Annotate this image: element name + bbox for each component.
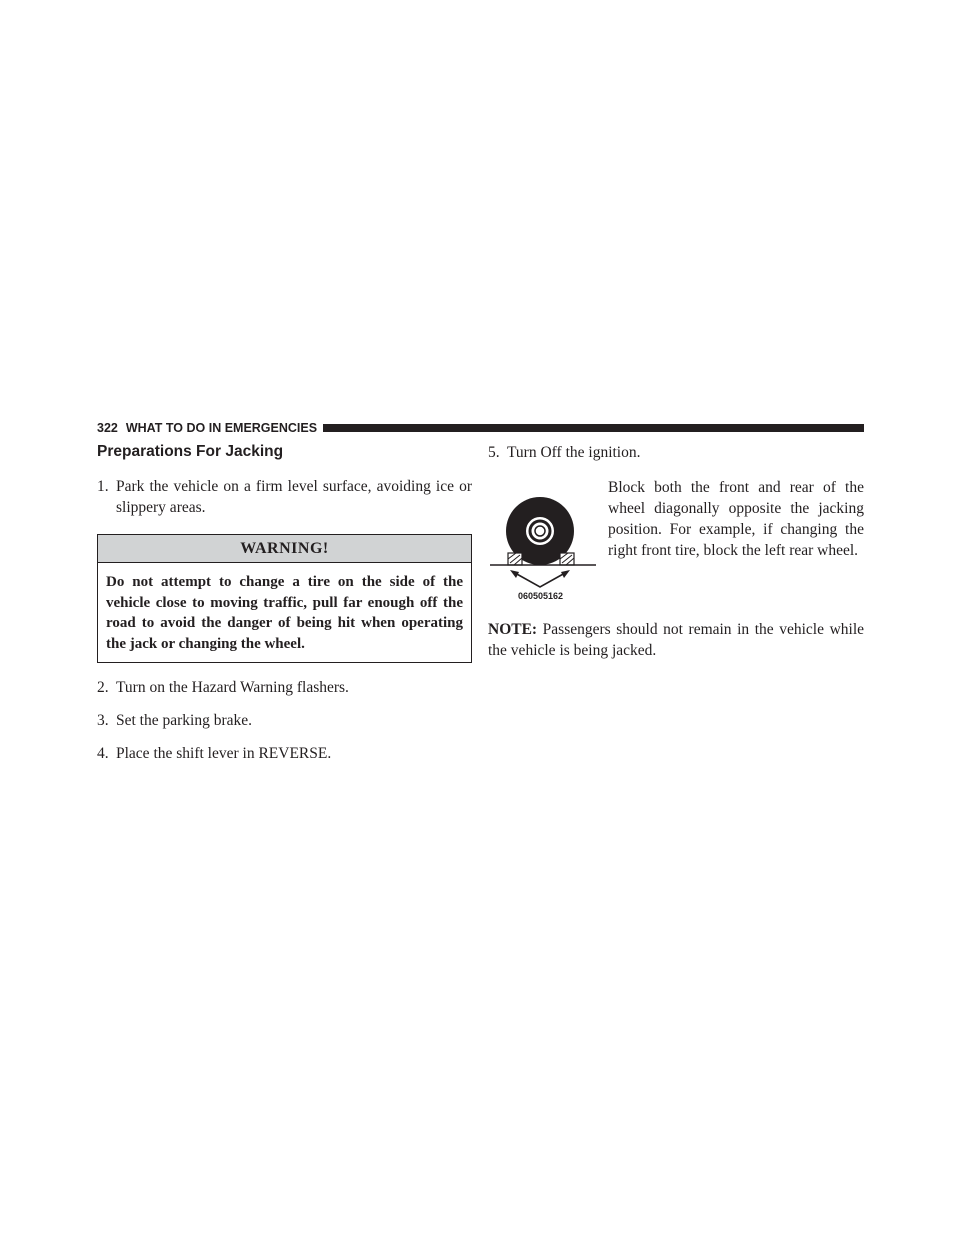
note-label: NOTE: bbox=[488, 621, 538, 638]
section-heading: Preparations For Jacking bbox=[97, 443, 284, 460]
step-text: Park the vehicle on a firm level surface, avoiding ice or slippery areas. bbox=[116, 478, 472, 516]
wheel-block-illustration bbox=[488, 493, 600, 603]
block-wheel-instruction: Block both the front and rear of the wheel diagonally opposite the jacking position. For example, if changing the right front tire, block the left rear wheel. bbox=[608, 479, 864, 559]
warning-title: WARNING! bbox=[98, 535, 471, 563]
step-5 bbox=[488, 442, 864, 463]
step-text: Turn on the Hazard Warning flashers. bbox=[116, 679, 349, 696]
wheel-block-figure-row bbox=[488, 477, 864, 603]
step-number: 5. bbox=[488, 444, 500, 461]
step-1 bbox=[97, 476, 472, 518]
step-text: Place the shift lever in REVERSE. bbox=[116, 745, 332, 762]
step-4 bbox=[97, 743, 472, 764]
note-text: Passengers should not remain in the vehicle while the vehicle is being jacked. bbox=[488, 621, 864, 659]
step-text: Turn Off the ignition. bbox=[507, 444, 641, 461]
figure-code: 060505162 bbox=[518, 591, 564, 601]
wheel-chock-icon bbox=[488, 493, 600, 603]
warning-box bbox=[97, 534, 472, 663]
step-number: 2. bbox=[97, 679, 109, 696]
header-rule bbox=[323, 424, 864, 432]
step-2 bbox=[97, 677, 472, 698]
step-number: 4. bbox=[97, 745, 109, 762]
page-number: 322 bbox=[97, 421, 118, 435]
step-number: 1. bbox=[97, 478, 109, 495]
section-title: WHAT TO DO IN EMERGENCIES bbox=[125, 421, 318, 435]
step-number: 3. bbox=[97, 712, 109, 729]
right-column bbox=[488, 442, 864, 661]
left-column bbox=[97, 442, 472, 776]
step-3 bbox=[97, 710, 472, 731]
warning-text: Do not attempt to change a tire on the side of the vehicle close to moving traffic, pull far enough off the road to avoid the danger of being hit when operating the jack or changing the wheel. bbox=[106, 574, 463, 652]
note-paragraph bbox=[488, 619, 864, 661]
page-header bbox=[97, 418, 864, 438]
step-text: Set the parking brake. bbox=[116, 712, 253, 729]
